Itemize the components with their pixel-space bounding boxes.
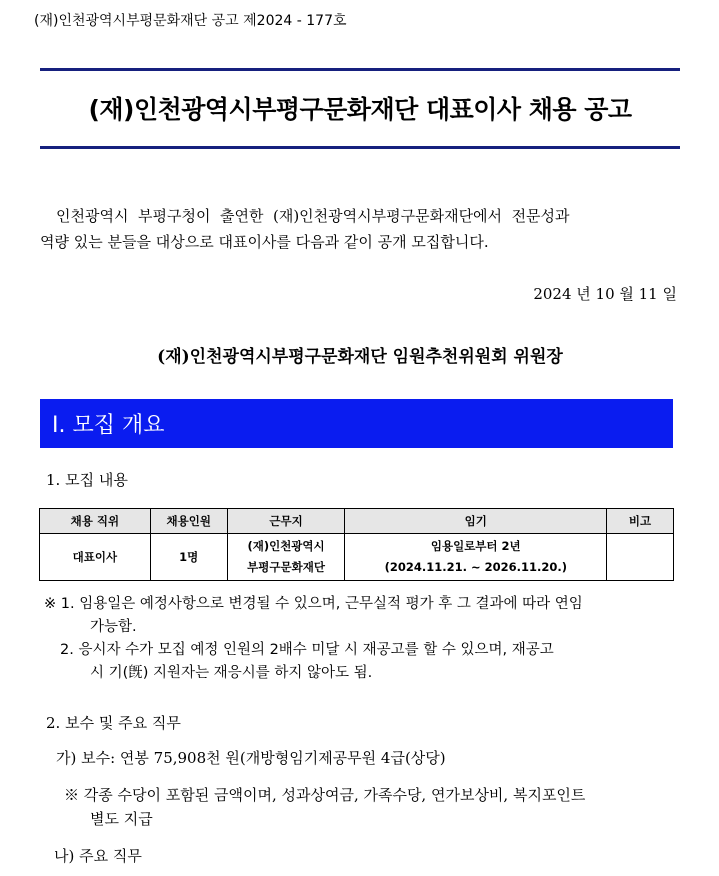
subsection-title: 1. 모집 내용 <box>46 471 128 489</box>
header-count: 채용인원 <box>150 509 227 534</box>
recruitment-table <box>39 508 674 581</box>
cell-term-line1: 임용일로부터 2년 <box>430 539 521 553</box>
signer: (재)인천광역시부평구문화재단 임원추천위원회 위원장 <box>157 347 563 367</box>
intro-line-1: 인천광역시 부평구청이 출연한 (재)인천광역시부평구문화재단에서 전문성과 <box>56 207 570 225</box>
pay-line: 가) 보수: 연봉 75,908천 원(개방형임기제공무원 4급(상당) <box>56 749 446 767</box>
notice-title: (재)인천광역시부평구문화재단 대표이사 채용 공고 <box>88 95 632 124</box>
cell-position: 대표이사 <box>40 534 151 581</box>
pay-note-line-1: ※ 각종 수당이 포함된 금액이며, 성과상여금, 가족수당, 연가보상비, 복지포인트 <box>64 786 586 804</box>
cell-term-line2: (2024.11.21. ~ 2026.11.20.) <box>384 560 567 574</box>
duty-heading: 나) 주요 직무 <box>54 847 142 865</box>
cell-count: 1명 <box>150 534 227 581</box>
pay-note-line-2: 별도 지급 <box>90 810 153 828</box>
header-place: 근무지 <box>227 509 345 534</box>
section-title: Ⅰ. 모집 개요 <box>52 413 165 438</box>
note-1-line-2: 가능함. <box>90 619 137 635</box>
note-1-line-1: ※ 1. 임용일은 예정사항으로 변경될 수 있으며, 근무실적 평가 후 그 결과에 따라 연임 <box>44 596 583 612</box>
section-header-bar <box>40 399 673 448</box>
cell-place-line2: 부평구문화재단 <box>247 560 325 574</box>
cell-place <box>227 534 345 581</box>
notice-date: 2024 년 10 월 11 일 <box>533 285 677 303</box>
title-rule-top <box>40 68 680 71</box>
document-number: (재)인천광역시부평문화재단 공고 제2024 - 177호 <box>34 13 347 29</box>
table-row <box>40 534 674 581</box>
cell-place-line1: (재)인천광역시 <box>247 539 325 553</box>
header-note: 비고 <box>607 509 674 534</box>
header-term: 임기 <box>345 509 607 534</box>
intro-line-2: 역량 있는 분들을 대상으로 대표이사를 다음과 같이 공개 모집합니다. <box>40 233 489 251</box>
subsection-title-2: 2. 보수 및 주요 직무 <box>46 714 181 732</box>
note-2-line-1: 2. 응시자 수가 모집 예정 인원의 2배수 미달 시 재공고를 할 수 있으며, 재공고 <box>60 642 554 658</box>
table-header-row <box>40 509 674 534</box>
header-position: 채용 직위 <box>40 509 151 534</box>
cell-note <box>607 534 674 581</box>
title-rule-bottom <box>40 146 680 149</box>
cell-term <box>345 534 607 581</box>
note-2-line-2: 시 기(旣) 지원자는 재응시를 하지 않아도 됨. <box>90 665 373 681</box>
